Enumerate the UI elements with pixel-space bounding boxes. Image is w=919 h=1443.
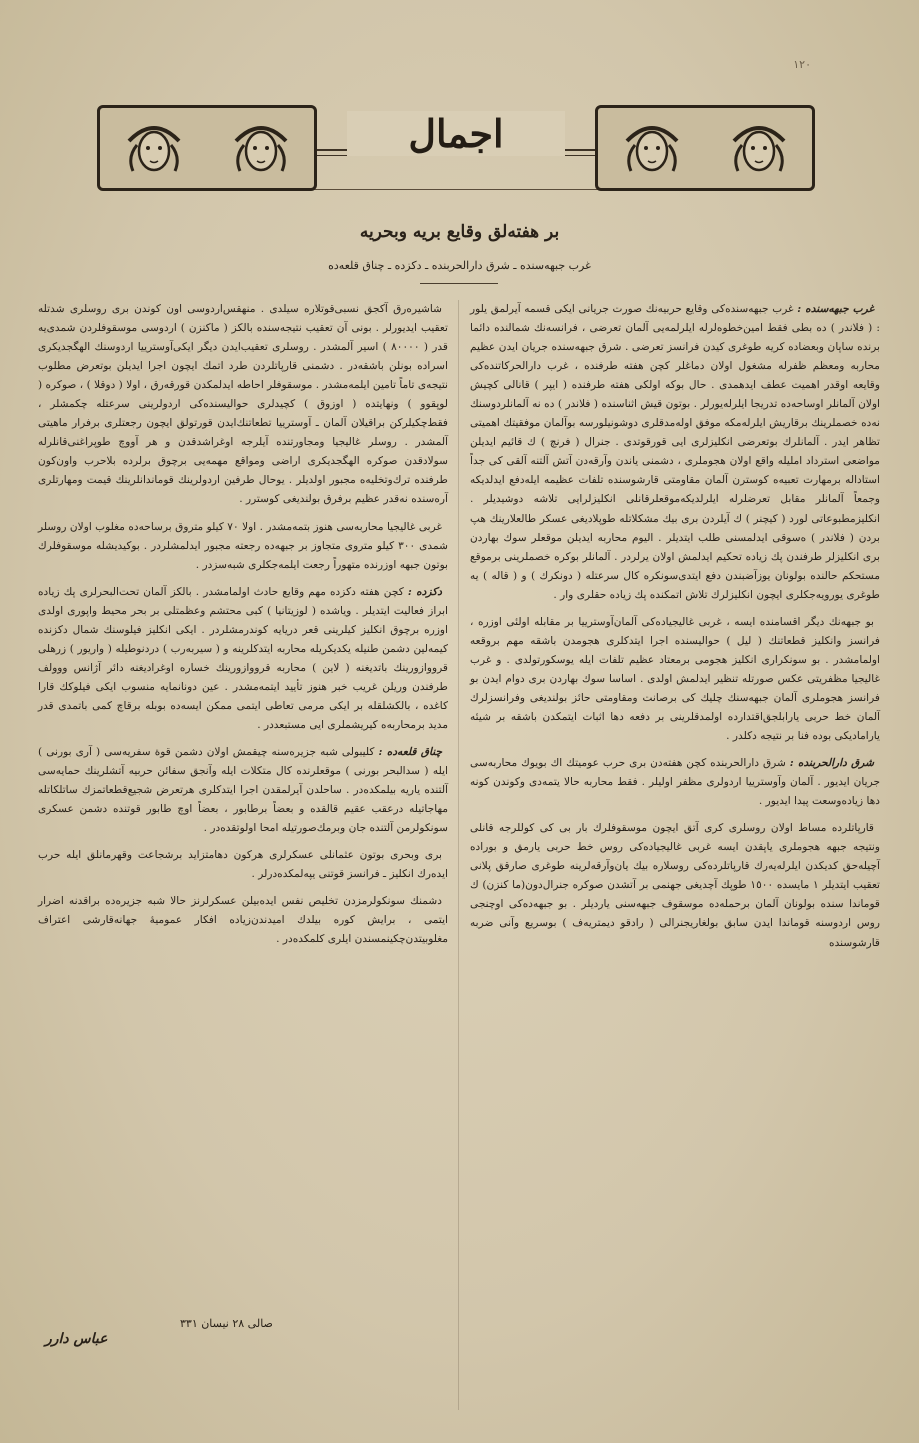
- paragraph: غربی غالیجیا محاربه‌سی هنوز بتمه‌مشدر . اولا ٧٠ کیلو متروق برساحه‌ده مغلوب اولان روسلر شمدی ٣٠٠ کیلو متروی متجاوز بر جبهه‌ده رجعته مجبور ایدلمشلردر . بوکیدیشله موسقوفلرك بوتون جبهه اوزرنده متهوراً رجعت ایلمه‌جکلری شبه‌سزدر .: [38, 520, 448, 571]
- right-column: [470, 300, 880, 961]
- paragraph: [38, 583, 448, 735]
- ornament-panel-left: [97, 105, 317, 191]
- paragraph: قارپاتلرده مساط اولان روسلری کری آتق ایچون موسقوفلرك بار بی کی کوللرجه قانلی ونتیجه جبهه هجوملری یاپقدن ایسه غربی غالیجیاده‌کی روس خط حربی یارمق و بوراده آچیله‌حق کدیکدن ایلرله‌یه‌رك قارپاتلرده‌کی روسلاره بیك یان‌وآرقه‌لرینه طوغری صارقق پلانی تعقیب ایتدیلر ١ مایسده ١٥٠٠ طوپك آچدیغی جهنمی بر آتشدن صوکره جنرال‌دون(ما کنزن) ك قوماندا سنده بولونان آلمان برحمله‌ده موسقوف جبهه‌سنی یاردیلر . بو جبهه‌ده‌کی اوچنجی روس اردوسنه قوماندا ایدن سابق بولغاریجنرالی ( رادقو دیمتریه‌ف ) بوسریع وآنی ضربه قارشوسنده: [470, 822, 880, 949]
- paragraph-text: کلیبولی شبه جزیره‌سنه چیقمش اولان دشمن قوة سفریه‌سی ( آری بورنی ) ایله ( سدالبحر بورنی ) موقعلرنده کال متکلات ایله وآنجق سفائن حربیه آتشلرینك حمایه‌سی آلتنده یاریه بیلمکده‌در . ساحلدن آیرلمقدن اجرا ایتدکلری هرتعرض شجیع‌قطعاتمزك ساتلکاتله مهاجاتیله درعقب عقیم قالقده و بعضاً برطابور ، بعضاً اوچ طابور قوتنده دشمن عسکری سونکولرمن آلتنده جان وبرمك‌صورتیله امحا اولوتقده‌در .: [38, 746, 448, 835]
- article-subhead: غرب جبهه‌سنده ـ شرق دارالحربنده ـ دکزده ـ چناق قلعه‌ده: [328, 259, 591, 272]
- paragraph: دشمنك سونکولرمزدن تخلیص نفس ایده‌بیلن عسکرلرنز حالا شبه جزیره‌ده براقدنه اضرار ایتمی ، برایش کوره بیلدك امیدندن‌زیاده افکار عمومیهٔ جهانه‌قارشی اعتراف مغلوبیتدن‌چکینمسندن ایلری کلمکده‌در .: [38, 895, 448, 946]
- author-signature: عباس دارر: [45, 1331, 108, 1347]
- paragraph: [470, 754, 880, 811]
- paragraph: [38, 743, 448, 838]
- section-lead: دکزده :: [407, 585, 442, 598]
- date-line: صالی ٢٨ نیسان ٣٣١: [180, 1317, 273, 1330]
- art-nouveau-face-icon: [230, 117, 292, 179]
- page-number: ١٢٠: [793, 58, 811, 71]
- paragraph-text: غرب جبهه‌سنده‌کی وقایع حربیه‌نك صورت جریانی ایکی قسمه آیرلمق یلور : ( فلاندر ) ده بطی فقط امین‌خطوه‌لرله ایلرلمه‌یی آلمان تعرضی ، فرانسه‌نك شمالنده دائما برنده ساپان وبعضاده کریه طوغری کیدن فرانسز تعرضی . شرق جبهه‌سنده جریان ایدن عظیم محاربه ومعظم ظفرله مشغول اولان دماغلر کچن هفته طرفنده ، غرب دارالحرکاتنده‌کی وقایعه اوقدر اهمیت عطف ایدهمدی . حال بوکه اولکی هفته طرفنده ( ایپر ) قانالی کچیش اولان آلمانلر اوساحه‌ده تدریجا ایلرله‌یورلر . بوتون قیش اثناسنده ( فلاندر ) ده نه آلمانلردوسنك نه‌ده خصملرینك برقاریش ایلرله‌مکه موفق اوله‌مدقلری دوشونیلورسه بوآلمان موفقیتك اهمیتی تظاهر ایدر . آلمانلرك بوتعرضی انکلیزلری ایی قورقوتدی . جنرال ( فرنچ ) ك قائیم ایدیلن مواضعی استرداد املیله واقع اولان هجوملری ، دشمنی یاندن وآرقه‌دن آتش آلتنه آلقی کی جداً استاداله برمهارت تعبیه‌ه کوسترن آلمان مقاومتی قارشوسنده تلفات عظیمه ایله‌دفع ایدلدیکه وجمعاً آلمانلر مقابل تعرضلرله ایلرلدیکه‌موقعلرقانلی انکلیزلرایی تلاشه دوشیدیلر . انکلیزمطبوعاتی لورد ( کیچنر ) ك آیلردن بری بیك مشکلاتله طوپلادیغی عسکر طالعلارینك هپ بردن ( فلاندر ) ه‌سوقی ایدلمسنی طلب ایتدیلر . الیوم محاربه ایدیلن موقعلر سوك بهاردن بری انکلیزلر طرفندن پك زیاده تحکیم ایدلمش اولان یرلردر . آلمانلر بوکره خصملرینی برموقع مستحکم حالنده بولونان یوزآضبندن دفع ایتدی‌سونکره کال سرعتله ( دونکرك ) و ( قاله ) یه طوغری یورویه‌جکلری ایچون انکلیزلرك تلاش اتمکنده پك زیاده حقلری وار .: [470, 303, 880, 601]
- paragraph-text: شرق دارالحربنده کچن هفته‌دن بری حرب عومیتك اك بویوك محاربه‌سی جریان ایدیور . آلمان وآوسترییا اردولری مظفر اولیلر . فقط محاربه حالا یتمه‌دی وکوندن کونه دها زیاده‌وسعت پیدا ایدیور .: [470, 757, 880, 808]
- art-nouveau-face-icon: [728, 117, 790, 179]
- section-lead: غرب جبهه‌سنده :: [797, 303, 875, 315]
- art-nouveau-face-icon: [123, 117, 185, 179]
- column-divider: [458, 300, 459, 1410]
- paragraph-text: کچن هفته دکزده مهم وقایع حادث اولمامشدر . بالکز آلمان تحت‌البحرلری پك زیاده ابراز فعالیت ایتدیلر . ویاشده ( لوزیتانیا ) کبی محتشم وعظمتلی بر بحر محیط واپوری اولدی اوزره برچوق انکلیز کیلرینی قعر دریایه کوندرمشلردر . ایکی انکلیز فیلوسنك شمال دکزنده کیمه‌لین دشمن طنیله یکدیکریله محاربه ایتدکلرینه و ( سیربه‌رب ) دردنوطیله ( واریور ) زرهلی قرووازورینك باتدیغنه ( لاین ) محاربه قرووازورینك خساره اوغرادیغنه دائر آژانس ووولف طرفندن وریلن غریب خبر هنوز تأیید ایتمه‌مشدر . عین دونانمایه منسوب ایکی فیلوکك قارا کاغده ، بالکشلقله بر ایکی مرمی تعاطی ایتمی ممکن ایسه‌ده بوبله برقاچ کمی باتمدی قدر مدید برمحاربه‌ه کیریشملری ایی مستبعددر .: [38, 585, 448, 731]
- paragraph: بو جبهه‌نك دیگر اقسامنده ایسه ، غربی غالیجیاده‌کی آلمان‌آوسترییا بر مقابله اولئی اوزره ، فرانسز وانکلیز قطعاتنك ( لیل ) حوالیسنده اجرا ایتدکلری هجومدن باشقه مهم بروقعه اولمامشدر . بو سونکراری انکلیز هجومی برمعتاد عظیم تلفات ایله یوسکورتولدی . و غرب غالیجیا مظفریتی عکس صورتله تنظیر ایدلمش اولدی . اساسا سوك بهاردن بری دوام ایدن بو فرانسز هجوملری آلمان جبهه‌سنك چلیك کی برصانت ومقاومتی حائز بولندیغی وفرانسزلرك آلمان خط حربی یارابلجق‌اقتدارده اولمدقلرینی بر دفعه دها اثبات ایتمکدن باشقه بر شیئه یارامادیکی بوده فنا بر نتیجه دکلدر .: [470, 615, 880, 743]
- masthead: [97, 105, 815, 193]
- paragraph: [470, 300, 880, 605]
- ornament-panel-right: [595, 105, 815, 191]
- paragraph: شاشیره‌رق آکجق نسبی‌قوتلاره سیلدی . منهقس‌اردوسی اون کوندن بری روسلری شدتله تعقیب ایدیورلر . بونی آن تعقیب نتیجه‌سنده بالکز ( ماکنزن ) اردوسی موسقوفلردن شمدی‌یه قدر ( ٨٠٠٠٠ ) اسیر آلمشدر . روسلری تعقیب‌ایدن دیگر ایکی‌آوسترییا اردوسنك الهگجدیکری اسراده بونلن باشقه‌در . دشمنی قارپاتلردن طرد اتمك ایچون اجرا ایدیلن بوتعرض مطلوب نتیجه‌ی تاماً تامین ایلمه‌مشدر . موسقوفلر احاطه ایدلمکدن قورقه‌رق ، اولا ( دوقلا ) ، صوکره ( لوپقوو ) ونهایتده ( اوزوق ) کچیدلری حوالیسنده‌کی اردولرینی سرعتله چکمشلر ، فقط‌چکیلرکن براقیلان آلمان ـ آوسترییا تطعاتنك‌ایدن قورتولق ایچون رجعتلری برفرار ماهیتی آلمشدر . روسلر غالیجیا ومجاورتنده آیلرجه اوغراشدقدن و هر آووچ طوپراغنی‌قانلرله سولادقدن صوکره الهگجدیکری اراضی ومواقع مهمه‌یی برچوق برلرده بلاحرب واون‌کون طرفنده ترك‌وتخلیه‌ه مجبور اولدیلر . یوحال طرفین اردولرینك قوماندانلرینك قیمت ومهارتلری آره‌سنده نه‌قدر عظیم برفرق بولندیغی کوسترر .: [38, 303, 448, 506]
- section-lead: چناق قلعه‌ده :: [378, 746, 442, 759]
- section-lead: شرق دارالحربنده :: [789, 757, 874, 770]
- left-column: [38, 300, 448, 958]
- masthead-title: اجمال: [347, 111, 565, 156]
- art-nouveau-face-icon: [621, 117, 683, 179]
- article-headline: بر هفته‌لق وقایع بریه وبحریه: [359, 222, 560, 242]
- ornamental-divider: [420, 283, 498, 284]
- paragraph: بری وبحری بوتون عثمانلی عسکرلری هرکون دهامتزاید برشجاعت وقهرمانلق ایله حرب ایده‌رك انکلیز ـ فرانسز قوتنی یپه‌لمکده‌درلر .: [38, 849, 448, 881]
